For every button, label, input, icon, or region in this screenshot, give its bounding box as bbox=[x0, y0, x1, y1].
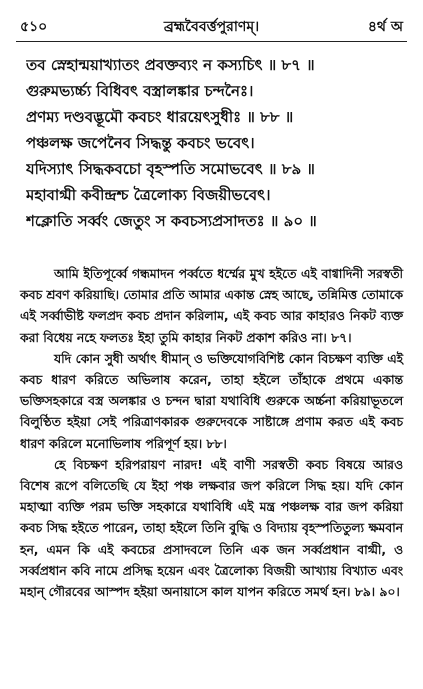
verse-line: প্রণম্য দণ্ডবদ্ভূমৌ কবচং ধারয়েৎসুধীঃ ॥ ৮৮ ॥ bbox=[26, 108, 294, 126]
page-number: ৫১০ bbox=[20, 19, 48, 35]
running-title: ব্রহ্মবৈবর্ত্তপুরাণম্। bbox=[163, 19, 260, 35]
commentary-paragraph: যদি কোন সুধী অর্থাৎ ধীমান্ ও ভক্তিযোগবিশিষ্ট কোন বিচক্ষণ ব্যক্তি এই কবচ ধারণ করিতে অভিলাষ করেন, তাহা হইলে তাঁহাকে প্রথমে একান্ত ভক্তিসহকারে বস্ত্র অলঙ্কার ও চন্দন দ্বারা যথাবিধি গুরুকে অর্চ্চনা করিয়াভূতলে বিলুণ্ঠিত হইয়া সেই পরিত্রাণকারক গুরুদেবকে সাষ্টাঙ্গে প্রণাম করত এই কবচ ধারণ করিলে মনোভিলাষ পরিপূর্ণ হয়। ৮৮। bbox=[20, 351, 403, 451]
verse-line: তব স্নেহান্ময়াখ্যাতং প্রবক্তব্যং ন কস্যচিৎ ॥ ৮৭ ॥ bbox=[26, 56, 315, 74]
commentary-paragraph: আমি ইতিপূর্ব্বে গন্ধমাদন পর্ব্বতে ধর্ম্মের মুখ হইতে এই বাগ্বাদিনী সরস্বতী কবচ শ্রবণ করিয়াছি। তোমার প্রতি আমার একান্ত স্নেহ আছে, তন্নিমিত্ত তোমাকে এই সর্ব্বাভীষ্ট ফলপ্রদ কবচ প্রদান করিলাম, এই কবচ আর কাহারও নিকট ব্যক্ত করা বিধেয় নহে ফলতঃ ইহা তুমি কাহার নিকট প্রকাশ করিও না। ৮৭। bbox=[20, 267, 403, 345]
chapter-marker: ৪র্থ অ bbox=[367, 19, 403, 35]
header-rule bbox=[16, 41, 407, 42]
verse-line: শক্লোতি সর্ব্বং জেতুং স কবচস্যপ্রসাদতঃ ॥ ৯০ ॥ bbox=[26, 212, 317, 230]
bengali-commentary bbox=[20, 264, 403, 603]
sanskrit-verses bbox=[26, 52, 405, 234]
verse-line: যদিস্যাৎ সিদ্ধকবচো বৃহস্পতি সমোভবেৎ ॥ ৮৯ ॥ bbox=[26, 160, 315, 178]
verse-line: গুরুমভ্যর্চ্চ্য বিধিবৎ বস্ত্রালঙ্কার চন্দনৈঃ। bbox=[26, 82, 254, 100]
page-header bbox=[14, 16, 409, 38]
commentary-paragraph: হে বিচক্ষণ হরিপরায়ণ নারদ! এই বাণী সরস্বতী কবচ বিষয়ে আরও বিশেষ রূপে বলিতেছি যে ইহা পঞ্চ লক্ষবার জপ করিলে সিদ্ধ হয়। যদি কোন মহাত্মা ব্যক্তি পরম ভক্তি সহকারে যথাবিধি এই মন্ত্র পঞ্চলক্ষ বার জপ করিয়া কবচ সিদ্ধ হইতে পারেন, তাহা হইলে তিনি বুদ্ধি ও বিদ্যায় বৃহস্পতিতুল্য ক্ষমবান হন, এমন কি এই কবচের প্রসাদবলে তিনি এক জন সর্ব্বপ্রধান বাগ্মী, ও সর্ব্বপ্রধান কবি নামে প্রসিদ্ধ হয়েন এবং ত্রৈলোক্য বিজয়ী আখ্যায় বিখ্যাত এবং মহান্ গৌরবের আস্পদ হইয়া অনায়াসে কাল যাপন করিতে সমর্থ হন। ৮৯। ৯০। bbox=[20, 457, 403, 600]
verse-line: পঞ্চলক্ষ জপেনৈব সিদ্ধন্তু কবচং ভবেৎ। bbox=[26, 134, 255, 152]
verse-line: মহাবাগ্মী কবীন্দ্রশ্চ ত্রৈলোক্য বিজয়ীভবেৎ। bbox=[26, 186, 271, 204]
